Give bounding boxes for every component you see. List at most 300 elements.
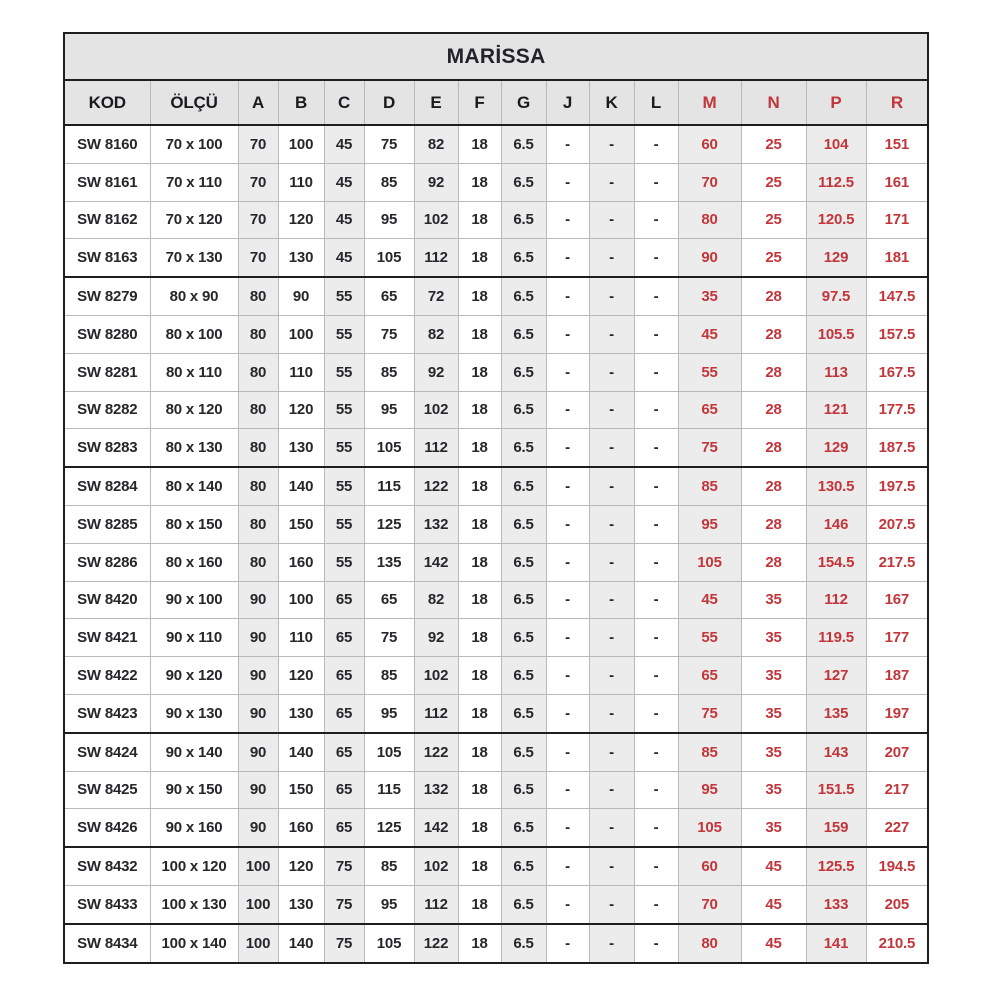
cell-B: 140 [278, 924, 324, 963]
column-header-R: R [866, 80, 928, 125]
cell-N: 35 [741, 694, 806, 732]
cell-D: 105 [364, 239, 414, 277]
cell-B: 110 [278, 619, 324, 657]
cell-C: 65 [324, 694, 364, 732]
cell-M: 90 [678, 239, 741, 277]
cell-N: 28 [741, 391, 806, 429]
cell-N: 45 [741, 924, 806, 963]
cell-K: - [589, 847, 634, 885]
column-header-P: P [806, 80, 866, 125]
cell-B: 150 [278, 771, 324, 809]
column-header-KOD: KOD [64, 80, 150, 125]
cell-A: 80 [238, 467, 278, 505]
cell-K: - [589, 771, 634, 809]
cell-B: 100 [278, 581, 324, 619]
cell-B: 130 [278, 239, 324, 277]
cell-G: 6.5 [501, 543, 546, 581]
cell-K: - [589, 619, 634, 657]
cell-OLCU: 100 x 140 [150, 924, 238, 963]
cell-P: 133 [806, 885, 866, 923]
cell-P: 125.5 [806, 847, 866, 885]
cell-A: 70 [238, 125, 278, 163]
cell-A: 80 [238, 277, 278, 315]
cell-L: - [634, 277, 678, 315]
cell-P: 113 [806, 353, 866, 391]
cell-P: 143 [806, 733, 866, 771]
cell-D: 125 [364, 505, 414, 543]
cell-F: 18 [458, 277, 501, 315]
cell-B: 130 [278, 694, 324, 732]
cell-K: - [589, 694, 634, 732]
cell-R: 217 [866, 771, 928, 809]
cell-D: 115 [364, 771, 414, 809]
table-row [64, 125, 928, 163]
cell-E: 72 [414, 277, 458, 315]
cell-K: - [589, 733, 634, 771]
cell-N: 25 [741, 163, 806, 201]
table-row [64, 885, 928, 923]
cell-C: 45 [324, 239, 364, 277]
cell-K: - [589, 543, 634, 581]
cell-A: 80 [238, 505, 278, 543]
cell-D: 125 [364, 809, 414, 847]
cell-P: 129 [806, 239, 866, 277]
cell-OLCU: 80 x 90 [150, 277, 238, 315]
cell-M: 105 [678, 543, 741, 581]
column-header-N: N [741, 80, 806, 125]
cell-KOD: SW 8283 [64, 429, 150, 467]
table-title: MARİSSA [64, 33, 928, 80]
cell-F: 18 [458, 467, 501, 505]
cell-F: 18 [458, 809, 501, 847]
cell-K: - [589, 924, 634, 963]
cell-L: - [634, 543, 678, 581]
table-row [64, 581, 928, 619]
cell-G: 6.5 [501, 733, 546, 771]
cell-F: 18 [458, 315, 501, 353]
cell-L: - [634, 694, 678, 732]
cell-B: 100 [278, 315, 324, 353]
cell-E: 92 [414, 353, 458, 391]
cell-N: 28 [741, 505, 806, 543]
cell-N: 28 [741, 429, 806, 467]
cell-P: 112 [806, 581, 866, 619]
cell-B: 120 [278, 847, 324, 885]
cell-A: 80 [238, 543, 278, 581]
table-row [64, 353, 928, 391]
table-row [64, 619, 928, 657]
cell-R: 157.5 [866, 315, 928, 353]
cell-N: 25 [741, 125, 806, 163]
cell-G: 6.5 [501, 581, 546, 619]
cell-J: - [546, 885, 589, 923]
table-row [64, 201, 928, 239]
cell-M: 65 [678, 391, 741, 429]
cell-M: 95 [678, 771, 741, 809]
cell-N: 35 [741, 733, 806, 771]
cell-M: 45 [678, 315, 741, 353]
cell-G: 6.5 [501, 467, 546, 505]
cell-KOD: SW 8434 [64, 924, 150, 963]
cell-KOD: SW 8162 [64, 201, 150, 239]
cell-J: - [546, 353, 589, 391]
cell-F: 18 [458, 733, 501, 771]
cell-G: 6.5 [501, 771, 546, 809]
cell-D: 95 [364, 694, 414, 732]
cell-R: 167 [866, 581, 928, 619]
cell-OLCU: 70 x 130 [150, 239, 238, 277]
cell-E: 82 [414, 315, 458, 353]
column-header-M: M [678, 80, 741, 125]
cell-P: 112.5 [806, 163, 866, 201]
cell-K: - [589, 581, 634, 619]
cell-F: 18 [458, 771, 501, 809]
cell-M: 80 [678, 201, 741, 239]
table-row [64, 429, 928, 467]
cell-B: 110 [278, 353, 324, 391]
cell-OLCU: 90 x 150 [150, 771, 238, 809]
cell-E: 102 [414, 391, 458, 429]
cell-L: - [634, 315, 678, 353]
cell-M: 55 [678, 619, 741, 657]
cell-F: 18 [458, 847, 501, 885]
cell-L: - [634, 429, 678, 467]
cell-F: 18 [458, 429, 501, 467]
cell-B: 120 [278, 391, 324, 429]
cell-KOD: SW 8280 [64, 315, 150, 353]
cell-N: 28 [741, 467, 806, 505]
cell-G: 6.5 [501, 239, 546, 277]
cell-E: 102 [414, 657, 458, 695]
cell-A: 70 [238, 201, 278, 239]
cell-G: 6.5 [501, 885, 546, 923]
cell-N: 45 [741, 847, 806, 885]
cell-OLCU: 90 x 160 [150, 809, 238, 847]
cell-A: 90 [238, 581, 278, 619]
column-header-B: B [278, 80, 324, 125]
cell-L: - [634, 391, 678, 429]
cell-P: 135 [806, 694, 866, 732]
cell-A: 80 [238, 429, 278, 467]
cell-D: 135 [364, 543, 414, 581]
cell-G: 6.5 [501, 657, 546, 695]
cell-E: 92 [414, 163, 458, 201]
cell-M: 75 [678, 429, 741, 467]
cell-KOD: SW 8160 [64, 125, 150, 163]
cell-G: 6.5 [501, 201, 546, 239]
cell-F: 18 [458, 163, 501, 201]
cell-KOD: SW 8422 [64, 657, 150, 695]
table-body [64, 125, 928, 963]
cell-E: 82 [414, 125, 458, 163]
cell-R: 161 [866, 163, 928, 201]
cell-OLCU: 90 x 140 [150, 733, 238, 771]
cell-K: - [589, 657, 634, 695]
table-row [64, 277, 928, 315]
cell-L: - [634, 885, 678, 923]
cell-L: - [634, 239, 678, 277]
cell-R: 177.5 [866, 391, 928, 429]
cell-J: - [546, 505, 589, 543]
cell-R: 177 [866, 619, 928, 657]
cell-L: - [634, 733, 678, 771]
cell-KOD: SW 8421 [64, 619, 150, 657]
cell-K: - [589, 467, 634, 505]
cell-P: 127 [806, 657, 866, 695]
cell-C: 55 [324, 277, 364, 315]
cell-P: 104 [806, 125, 866, 163]
cell-M: 75 [678, 694, 741, 732]
cell-F: 18 [458, 391, 501, 429]
cell-E: 132 [414, 505, 458, 543]
table-row [64, 391, 928, 429]
cell-E: 142 [414, 809, 458, 847]
cell-N: 25 [741, 201, 806, 239]
column-header-A: A [238, 80, 278, 125]
column-header-K: K [589, 80, 634, 125]
cell-KOD: SW 8433 [64, 885, 150, 923]
cell-R: 217.5 [866, 543, 928, 581]
cell-D: 115 [364, 467, 414, 505]
cell-J: - [546, 847, 589, 885]
cell-K: - [589, 163, 634, 201]
cell-D: 105 [364, 429, 414, 467]
cell-KOD: SW 8284 [64, 467, 150, 505]
table-head [64, 33, 928, 125]
cell-J: - [546, 277, 589, 315]
cell-N: 28 [741, 315, 806, 353]
cell-D: 85 [364, 163, 414, 201]
cell-KOD: SW 8285 [64, 505, 150, 543]
cell-P: 97.5 [806, 277, 866, 315]
cell-E: 122 [414, 924, 458, 963]
cell-P: 121 [806, 391, 866, 429]
cell-P: 130.5 [806, 467, 866, 505]
cell-D: 85 [364, 657, 414, 695]
cell-J: - [546, 924, 589, 963]
cell-P: 141 [806, 924, 866, 963]
header-row [64, 80, 928, 125]
cell-OLCU: 100 x 130 [150, 885, 238, 923]
cell-KOD: SW 8420 [64, 581, 150, 619]
cell-B: 120 [278, 201, 324, 239]
cell-N: 25 [741, 239, 806, 277]
cell-KOD: SW 8432 [64, 847, 150, 885]
cell-C: 65 [324, 809, 364, 847]
cell-D: 75 [364, 125, 414, 163]
cell-C: 75 [324, 885, 364, 923]
cell-N: 28 [741, 277, 806, 315]
cell-OLCU: 80 x 100 [150, 315, 238, 353]
cell-P: 120.5 [806, 201, 866, 239]
cell-R: 147.5 [866, 277, 928, 315]
cell-A: 90 [238, 733, 278, 771]
column-header-C: C [324, 80, 364, 125]
cell-OLCU: 70 x 110 [150, 163, 238, 201]
cell-J: - [546, 125, 589, 163]
cell-C: 55 [324, 353, 364, 391]
cell-R: 207.5 [866, 505, 928, 543]
cell-R: 227 [866, 809, 928, 847]
cell-A: 80 [238, 353, 278, 391]
cell-A: 70 [238, 239, 278, 277]
cell-A: 90 [238, 619, 278, 657]
product-spec-table [63, 32, 929, 964]
cell-D: 75 [364, 619, 414, 657]
cell-D: 75 [364, 315, 414, 353]
cell-D: 85 [364, 353, 414, 391]
cell-R: 187 [866, 657, 928, 695]
cell-OLCU: 80 x 130 [150, 429, 238, 467]
cell-OLCU: 90 x 110 [150, 619, 238, 657]
cell-R: 151 [866, 125, 928, 163]
cell-C: 45 [324, 201, 364, 239]
cell-L: - [634, 809, 678, 847]
cell-M: 60 [678, 125, 741, 163]
cell-L: - [634, 201, 678, 239]
cell-C: 55 [324, 429, 364, 467]
cell-E: 102 [414, 201, 458, 239]
cell-C: 75 [324, 924, 364, 963]
cell-K: - [589, 809, 634, 847]
cell-A: 100 [238, 847, 278, 885]
column-header-D: D [364, 80, 414, 125]
cell-C: 65 [324, 619, 364, 657]
table-row [64, 847, 928, 885]
cell-M: 85 [678, 467, 741, 505]
cell-L: - [634, 467, 678, 505]
cell-G: 6.5 [501, 505, 546, 543]
cell-L: - [634, 353, 678, 391]
table-row [64, 239, 928, 277]
cell-J: - [546, 619, 589, 657]
cell-N: 28 [741, 543, 806, 581]
cell-D: 85 [364, 847, 414, 885]
cell-B: 110 [278, 163, 324, 201]
cell-K: - [589, 239, 634, 277]
title-row [64, 33, 928, 80]
cell-L: - [634, 771, 678, 809]
column-header-F: F [458, 80, 501, 125]
cell-KOD: SW 8161 [64, 163, 150, 201]
cell-OLCU: 80 x 140 [150, 467, 238, 505]
cell-K: - [589, 315, 634, 353]
table-row [64, 924, 928, 963]
cell-P: 159 [806, 809, 866, 847]
cell-B: 150 [278, 505, 324, 543]
cell-D: 105 [364, 733, 414, 771]
cell-B: 160 [278, 543, 324, 581]
cell-C: 65 [324, 657, 364, 695]
cell-L: - [634, 581, 678, 619]
cell-P: 119.5 [806, 619, 866, 657]
column-header-L: L [634, 80, 678, 125]
cell-R: 207 [866, 733, 928, 771]
cell-L: - [634, 505, 678, 543]
cell-KOD: SW 8282 [64, 391, 150, 429]
cell-B: 140 [278, 733, 324, 771]
cell-A: 90 [238, 771, 278, 809]
table-row [64, 543, 928, 581]
cell-G: 6.5 [501, 391, 546, 429]
table-row [64, 163, 928, 201]
cell-K: - [589, 505, 634, 543]
cell-L: - [634, 125, 678, 163]
cell-N: 28 [741, 353, 806, 391]
cell-R: 197.5 [866, 467, 928, 505]
cell-K: - [589, 201, 634, 239]
cell-G: 6.5 [501, 315, 546, 353]
cell-KOD: SW 8163 [64, 239, 150, 277]
cell-D: 105 [364, 924, 414, 963]
cell-L: - [634, 619, 678, 657]
cell-M: 65 [678, 657, 741, 695]
table-row [64, 505, 928, 543]
cell-G: 6.5 [501, 694, 546, 732]
cell-R: 205 [866, 885, 928, 923]
cell-OLCU: 90 x 130 [150, 694, 238, 732]
cell-R: 167.5 [866, 353, 928, 391]
cell-G: 6.5 [501, 429, 546, 467]
cell-E: 122 [414, 467, 458, 505]
cell-J: - [546, 429, 589, 467]
cell-J: - [546, 201, 589, 239]
cell-J: - [546, 657, 589, 695]
cell-C: 55 [324, 391, 364, 429]
cell-R: 187.5 [866, 429, 928, 467]
cell-F: 18 [458, 924, 501, 963]
cell-L: - [634, 924, 678, 963]
cell-R: 197 [866, 694, 928, 732]
cell-F: 18 [458, 657, 501, 695]
cell-N: 35 [741, 771, 806, 809]
cell-OLCU: 100 x 120 [150, 847, 238, 885]
cell-OLCU: 90 x 100 [150, 581, 238, 619]
table-row [64, 733, 928, 771]
table-row [64, 315, 928, 353]
cell-F: 18 [458, 581, 501, 619]
cell-E: 112 [414, 429, 458, 467]
cell-J: - [546, 694, 589, 732]
cell-M: 45 [678, 581, 741, 619]
cell-OLCU: 90 x 120 [150, 657, 238, 695]
cell-N: 35 [741, 619, 806, 657]
cell-C: 65 [324, 771, 364, 809]
cell-C: 65 [324, 581, 364, 619]
cell-N: 35 [741, 581, 806, 619]
column-header-E: E [414, 80, 458, 125]
cell-A: 90 [238, 694, 278, 732]
cell-D: 65 [364, 581, 414, 619]
cell-C: 45 [324, 163, 364, 201]
cell-M: 70 [678, 163, 741, 201]
cell-M: 95 [678, 505, 741, 543]
cell-M: 80 [678, 924, 741, 963]
table-row [64, 809, 928, 847]
cell-E: 92 [414, 619, 458, 657]
cell-OLCU: 80 x 120 [150, 391, 238, 429]
cell-F: 18 [458, 239, 501, 277]
cell-C: 55 [324, 315, 364, 353]
cell-G: 6.5 [501, 163, 546, 201]
cell-G: 6.5 [501, 277, 546, 315]
cell-K: - [589, 353, 634, 391]
cell-M: 60 [678, 847, 741, 885]
cell-KOD: SW 8424 [64, 733, 150, 771]
cell-J: - [546, 315, 589, 353]
cell-K: - [589, 429, 634, 467]
cell-E: 142 [414, 543, 458, 581]
